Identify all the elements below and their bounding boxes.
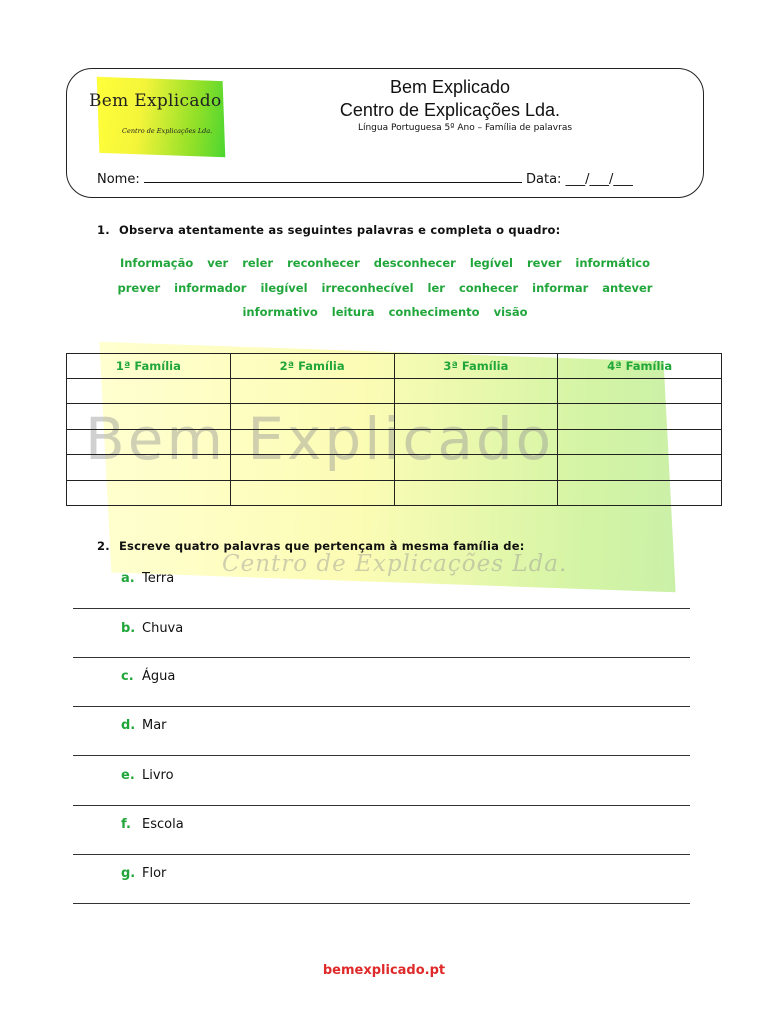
list-item — [121, 866, 166, 881]
table-header-family-4: 4ª Família — [558, 354, 722, 379]
word: prever — [117, 281, 161, 295]
word: informador — [174, 281, 247, 295]
table-row — [67, 379, 722, 404]
logo-subtitle: Centro de Explicações Lda. — [122, 127, 213, 135]
answer-line[interactable] — [73, 854, 690, 855]
table-cell[interactable] — [394, 379, 558, 404]
word: conhecimento — [388, 305, 480, 319]
word-row-2 — [60, 281, 710, 295]
table-row — [67, 404, 722, 429]
word: ver — [207, 256, 229, 270]
table-header-row — [67, 354, 722, 379]
table-cell[interactable] — [67, 480, 231, 505]
name-date-line — [97, 171, 633, 187]
word: conhecer — [458, 281, 519, 295]
item-word: Flor — [142, 866, 167, 881]
date-field[interactable]: ___/___/___ — [565, 172, 633, 187]
table-cell[interactable] — [558, 455, 722, 480]
word: rever — [526, 256, 562, 270]
logo-background — [97, 77, 226, 158]
footer-url[interactable]: bemexplicado.pt — [322, 963, 446, 978]
list-item — [121, 571, 174, 586]
word: leitura — [331, 305, 375, 319]
date-label: Data: — [526, 172, 562, 187]
table-cell[interactable] — [230, 480, 394, 505]
logo-title: Bem Explicado — [89, 91, 222, 111]
table-cell[interactable] — [394, 455, 558, 480]
table-cell[interactable] — [230, 379, 394, 404]
word: legível — [469, 256, 513, 270]
item-letter: c. — [121, 669, 134, 684]
answer-line[interactable] — [73, 706, 690, 707]
word: Informação — [119, 256, 194, 270]
word: antever — [602, 281, 653, 295]
list-item — [121, 669, 175, 684]
list-item — [121, 817, 184, 832]
watermark-subtitle: Centro de Explicações Lda. — [222, 551, 568, 577]
table-cell[interactable] — [67, 404, 231, 429]
word: reconhecer — [287, 256, 360, 270]
word: informar — [532, 281, 589, 295]
question-2-text: Escreve quatro palavras que pertençam à mesma família de: — [119, 539, 525, 553]
table-cell[interactable] — [558, 480, 722, 505]
word: reler — [242, 256, 274, 270]
question-2 — [97, 539, 525, 553]
word: ilegível — [260, 281, 308, 295]
item-letter: b. — [121, 621, 136, 636]
word-row-1 — [60, 256, 710, 270]
table-cell[interactable] — [230, 455, 394, 480]
table-cell[interactable] — [67, 429, 231, 454]
table-row — [67, 455, 722, 480]
table-row — [67, 429, 722, 454]
item-word: Água — [142, 669, 176, 684]
item-word: Escola — [142, 817, 184, 832]
family-table — [66, 353, 722, 506]
table-header-family-3: 3ª Família — [394, 354, 558, 379]
question-1-text: Observa atentamente as seguintes palavras e completa o quadro: — [119, 223, 561, 237]
table-cell[interactable] — [394, 404, 558, 429]
list-item — [121, 768, 174, 783]
answer-line[interactable] — [73, 805, 690, 806]
word-row-3 — [60, 305, 710, 319]
logo — [89, 79, 224, 155]
answer-line[interactable] — [73, 903, 690, 904]
table-cell[interactable] — [230, 429, 394, 454]
item-letter: f. — [121, 817, 131, 832]
name-field[interactable] — [144, 171, 522, 183]
answer-line[interactable] — [73, 755, 690, 756]
item-word: Terra — [142, 571, 175, 586]
table-cell[interactable] — [67, 455, 231, 480]
table-cell[interactable] — [67, 379, 231, 404]
word: irreconhecível — [321, 281, 414, 295]
word: informático — [575, 256, 651, 270]
table-row — [67, 480, 722, 505]
item-letter: g. — [121, 866, 136, 881]
question-1-number: 1. — [97, 223, 110, 237]
watermark-title: Bem Explicado — [85, 405, 555, 473]
list-item — [121, 718, 167, 733]
table-cell[interactable] — [558, 429, 722, 454]
table-header-family-1: 1ª Família — [67, 354, 231, 379]
item-word: Livro — [142, 768, 174, 783]
word: visão — [493, 305, 528, 319]
table-header-family-2: 2ª Família — [230, 354, 394, 379]
list-item — [121, 621, 183, 636]
item-word: Mar — [142, 718, 167, 733]
table-cell[interactable] — [230, 404, 394, 429]
name-label: Nome: — [97, 172, 140, 187]
item-letter: e. — [121, 768, 135, 783]
table-cell[interactable] — [558, 404, 722, 429]
word: desconhecer — [373, 256, 456, 270]
header-subtitle: Língua Portuguesa 5º Ano – Família de palavras — [357, 123, 573, 133]
item-letter: d. — [121, 718, 136, 733]
item-letter: a. — [121, 571, 135, 586]
table-cell[interactable] — [558, 379, 722, 404]
answer-line[interactable] — [73, 657, 690, 658]
question-1 — [97, 223, 560, 237]
table-cell[interactable] — [394, 429, 558, 454]
word: informativo — [242, 305, 318, 319]
header-title-line2: Centro de Explicações Lda. — [339, 100, 561, 120]
header-title-line1: Bem Explicado — [389, 77, 511, 97]
item-word: Chuva — [142, 621, 184, 636]
answer-line[interactable] — [73, 608, 690, 609]
word: ler — [427, 281, 445, 295]
table-cell[interactable] — [394, 480, 558, 505]
question-2-number: 2. — [97, 539, 110, 553]
